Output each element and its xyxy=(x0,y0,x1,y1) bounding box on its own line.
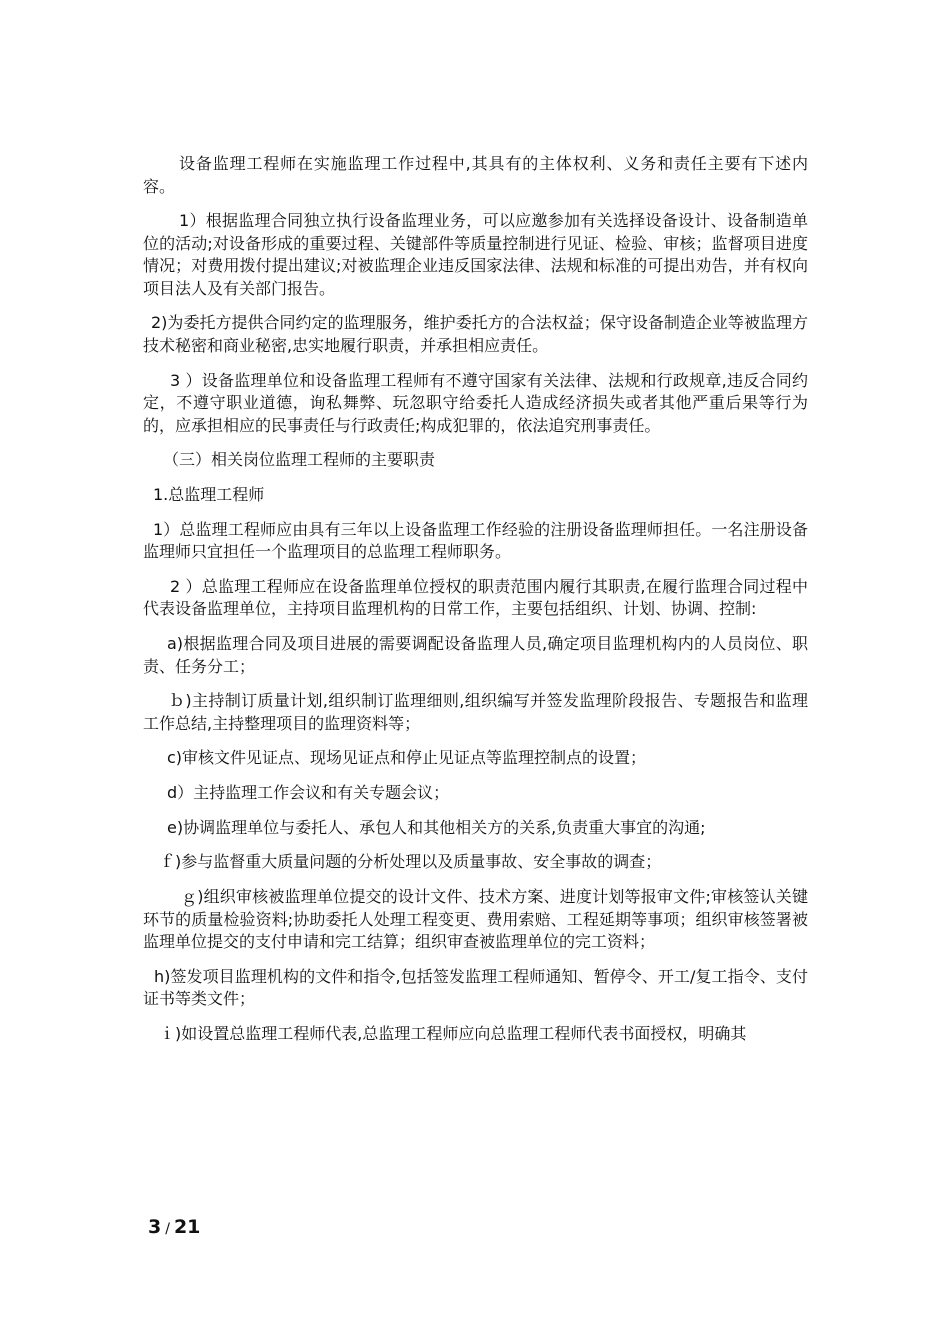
paragraph: h)签发项目监理机构的文件和指令,包括签发监理工程师通知、暂停令、开工/复工指令、支付证书等类文件； xyxy=(143,966,808,1009)
paragraph: ｇ)组织审核被监理单位提交的设计文件、技术方案、进度计划等报审文件;审核签认关键环节的质量检验资料;协助委托人处理工程变更、费用索赔、工程延期等事项；组织审核签署被监理单位提交的支付申请和完工结算；组织审查被监理单位的完工资料； xyxy=(143,887,808,952)
paragraph: 设备监理工程师在实施监理工作过程中,其具有的主体权利、义务和责任主要有下述内容。 xyxy=(143,154,808,196)
paragraph: 2)为委托方提供合同约定的监理服务，维护委托方的合法权益；保守设备制造企业等被监理方技术秘密和商业秘密,忠实地履行职责，并承担相应责任。 xyxy=(143,313,808,355)
paragraph: 3 ）设备监理单位和设备监理工程师有不遵守国家有关法律、法规和行政规章,违反合同约定，不遵守职业道德，询私舞弊、玩忽职守给委托人造成经济损失或者其他严重后果等行为的，应承担相应的民事责任与行政责任;构成犯罪的，依法追究刑事责任。 xyxy=(143,370,808,435)
paragraph: ｂ)主持制订质量计划,组织制订监理细则,组织编写并签发监理阶段报告、专题报告和监理工作总结,主持整理项目的监理资料等； xyxy=(143,691,808,733)
paragraph: 1）根据监理合同独立执行设备监理业务，可以应邀参加有关选择设备设计、设备制造单位的活动;对设备形成的重要过程、关键部件等质量控制进行见证、检验、审核；监督项目进度情况；对费用拨付提出建议;对被监理企业违反国家法律、法规和标准的可提出劝告，并有权向项目法人及有关部门报告。 xyxy=(143,211,808,298)
document-body xyxy=(143,153,808,1058)
paragraph: 1.总监理工程师 xyxy=(153,484,265,504)
paragraph: a)根据监理合同及项目进展的需要调配设备监理人员,确定项目监理机构内的人员岗位、职责、任务分工； xyxy=(143,634,808,676)
paragraph: c)审核文件见证点、现场见证点和停止见证点等监理控制点的设置； xyxy=(167,748,647,768)
paragraph: 1）总监理工程师应由具有三年以上设备监理工作经验的注册设备监理师担任。一名注册设备监理师只宜担任一个监理项目的总监理工程师职务。 xyxy=(143,519,808,562)
paragraph: d）主持监理工作会议和有关专题会议； xyxy=(167,783,450,803)
paragraph: （三）相关岗位监理工程师的主要职责 xyxy=(163,450,436,470)
page-number xyxy=(148,1216,200,1238)
paragraph: 2 ）总监理工程师应在设备监理单位授权的职责范围内履行其职责,在履行监理合同过程中代表设备监理单位，主持项目监理机构的日常工作，主要包括组织、计划、协调、控制: xyxy=(143,576,808,619)
paragraph: ｆ)参与监督重大质量问题的分析处理以及质量事故、安全事故的调查； xyxy=(159,852,662,872)
paragraph: e)协调监理单位与委托人、承包人和其他相关方的关系,负责重大事宜的沟通; xyxy=(167,817,706,837)
total-page-count: 21 xyxy=(173,1216,201,1238)
current-page-number: 3 xyxy=(148,1216,162,1238)
paragraph: ｉ)如设置总监理工程师代表,总监理工程师应向总监理工程师代表书面授权，明确其 xyxy=(159,1024,747,1043)
page-separator: / xyxy=(165,1221,170,1237)
